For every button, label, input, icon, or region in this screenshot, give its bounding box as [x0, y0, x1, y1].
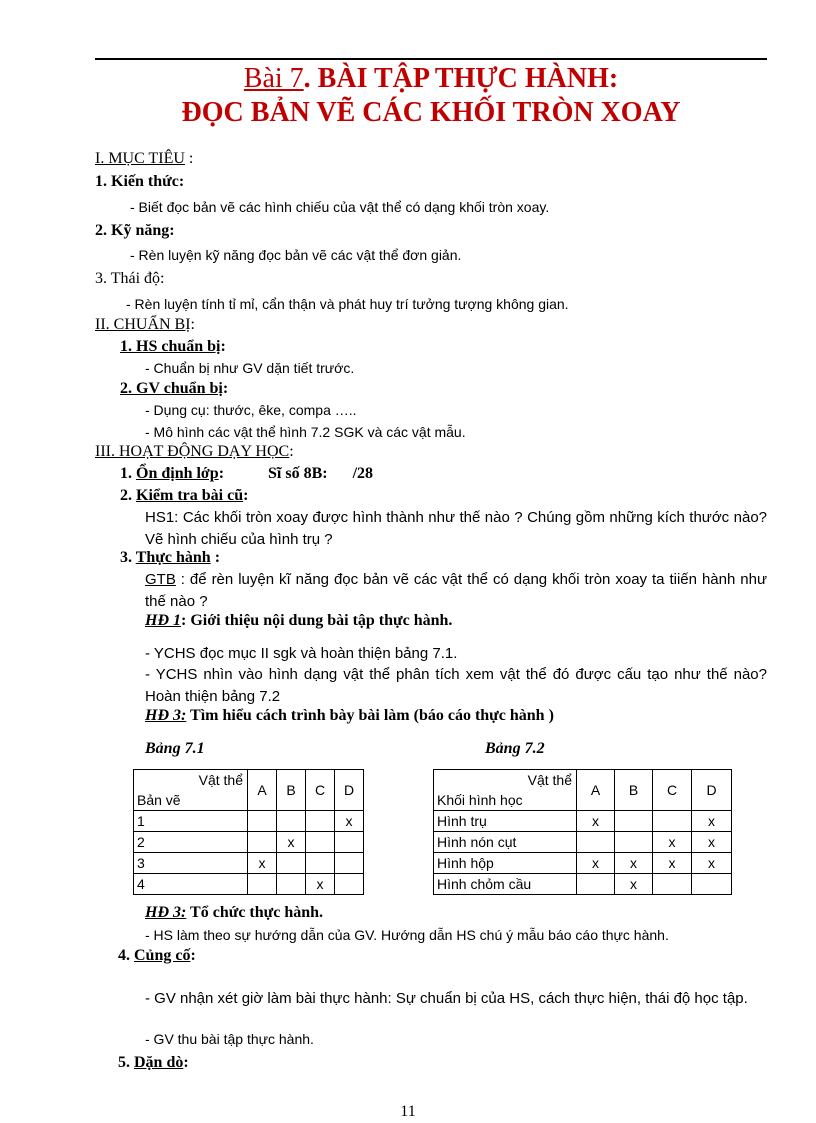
lesson-number: Bài 7: [243, 63, 304, 94]
table-7-2: [433, 769, 732, 895]
table-col-header: D: [692, 770, 732, 811]
table-col-header: D: [335, 770, 364, 811]
table-cell: [248, 874, 277, 895]
table-col-header: A: [577, 770, 615, 811]
table-cell: [653, 874, 692, 895]
table-cell: x: [653, 832, 692, 853]
consolidate-item-2: - GV thu bài tập thực hành.: [145, 1031, 314, 1047]
table-cell: [577, 832, 615, 853]
table-cell: [335, 832, 364, 853]
hd3-organize-heading: HĐ 3: Tổ chức thực hành.: [145, 904, 324, 921]
hs-prep-label: 1. HS chuẩn bị:: [120, 338, 226, 355]
gtb-paragraph: GTB : để rèn luyện kĩ năng đọc bản vẽ các vật thể có dạng khối tròn xoay ta tiiến hành như thế nào ?: [145, 571, 767, 610]
lesson-title-line2: ĐỌC BẢN VẼ CÁC KHỐI TRÒN XOAY: [181, 97, 681, 128]
row-label: 4: [134, 874, 248, 895]
stabilize-line: 1. Ổn định lớp:: [120, 465, 225, 482]
row-label: Hình hộp: [434, 853, 577, 874]
knowledge-label: 1. Kiến thức:: [95, 173, 185, 190]
table-cell: [653, 811, 692, 832]
table-row: [434, 811, 732, 832]
table-cell: [615, 832, 653, 853]
hd1-heading: HĐ 1: Giới thiệu nội dung bài tập thực hành.: [145, 612, 453, 629]
table-cell: [577, 874, 615, 895]
section-3-heading: III. HOẠT ĐỘNG DẠY HỌC:: [95, 443, 294, 460]
section-2-heading: II. CHUẨN BỊ:: [95, 316, 195, 333]
table-header-diagonal: Vật thể Bản vẽ: [134, 770, 248, 811]
table-cell: [248, 811, 277, 832]
yc-item-2: - YCHS nhìn vào hình dạng vật thể phân tích xem vật thể đó được cấu tạo như thế nào? Hoàn thiện bảng 7.2: [145, 666, 767, 705]
table-cell: [335, 874, 364, 895]
row-label: 2: [134, 832, 248, 853]
table-cell: x: [653, 853, 692, 874]
table-cell: x: [577, 853, 615, 874]
top-rule: [95, 58, 767, 60]
practice-label: 3. Thực hành :: [120, 549, 221, 566]
section-1-heading: I. MỤC TIÊU :: [95, 150, 194, 167]
consolidate-item-1: - GV nhận xét giờ làm bài thực hành: Sự chuẩn bị của HS, cách thực hiện, thái độ học tập.: [145, 990, 748, 1007]
table-cell: x: [615, 874, 653, 895]
table-cell: x: [692, 832, 732, 853]
table-cell: x: [577, 811, 615, 832]
table-cell: x: [248, 853, 277, 874]
knowledge-text: - Biết đọc bản vẽ các hình chiếu của vật thể có dạng khối tròn xoay.: [130, 199, 550, 215]
review-question: HS1: Các khối tròn xoay được hình thành như thế nào ? Chúng gồm những kích thước nào? Vẽ hình chiếu của hình trụ ?: [145, 509, 767, 548]
hs-prep-text: - Chuẩn bị như GV dặn tiết trước.: [145, 360, 355, 376]
table-cell: x: [692, 853, 732, 874]
table-row: [434, 874, 732, 895]
table-col-header: B: [615, 770, 653, 811]
table-row: [134, 832, 364, 853]
table-row: [134, 853, 364, 874]
table-cell: [306, 832, 335, 853]
table-cell: [615, 811, 653, 832]
table-7-1-caption: Bảng 7.1: [145, 740, 205, 757]
homework-label: 5. Dặn dò:: [118, 1054, 189, 1071]
review-label: 2. Kiểm tra bài cũ:: [120, 487, 249, 504]
table-col-header: A: [248, 770, 277, 811]
table-cell: [277, 811, 306, 832]
table-cell: [306, 811, 335, 832]
table-col-header: B: [277, 770, 306, 811]
row-label: 1: [134, 811, 248, 832]
gv-prep-item: - Dụng cụ: thước, êke, compa …..: [145, 402, 357, 418]
row-label: Hình chỏm cầu: [434, 874, 577, 895]
table-row: [434, 853, 732, 874]
table-row: [134, 874, 364, 895]
class-size: Sĩ số 8B: /28: [268, 465, 374, 482]
table-col-header: C: [306, 770, 335, 811]
hd3-organize-item: - HS làm theo sự hướng dẫn của GV. Hướng dẫn HS chú ý mẫu báo cáo thực hành.: [145, 927, 669, 943]
table-cell: [277, 874, 306, 895]
table-cell: [248, 832, 277, 853]
attitude-text: - Rèn luyện tính tỉ mỉ, cẩn thận và phát huy trí tưởng tượng không gian.: [126, 296, 569, 312]
table-cell: [335, 853, 364, 874]
table-cell: [277, 853, 306, 874]
table-7-1: [133, 769, 364, 895]
table-col-header: C: [653, 770, 692, 811]
table-cell: x: [306, 874, 335, 895]
yc-item-1: - YCHS đọc mục II sgk và hoàn thiện bảng 7.1.: [145, 645, 458, 662]
gv-prep-label: 2. GV chuẩn bị:: [120, 380, 229, 397]
table-cell: x: [277, 832, 306, 853]
page-number: 11: [400, 1103, 416, 1120]
row-label: Hình nón cụt: [434, 832, 577, 853]
table-7-2-caption: Bảng 7.2: [485, 740, 545, 757]
attitude-label: 3. Thái độ:: [95, 270, 165, 287]
skills-label: 2. Kỹ năng:: [95, 222, 175, 239]
table-row: [134, 811, 364, 832]
skills-text: - Rèn luyện kỹ năng đọc bản vẽ các vật thể đơn giản.: [130, 247, 462, 263]
table-row: [434, 832, 732, 853]
gv-prep-item: - Mô hình các vật thể hình 7.2 SGK và các vật mẫu.: [145, 424, 466, 440]
table-cell: x: [615, 853, 653, 874]
table-cell: [306, 853, 335, 874]
table-header-diagonal: Vật thể Khối hình học: [434, 770, 577, 811]
table-cell: [692, 874, 732, 895]
table-cell: x: [692, 811, 732, 832]
row-label: 3: [134, 853, 248, 874]
table-cell: x: [335, 811, 364, 832]
hd3-heading: HĐ 3: Tìm hiểu cách trình bày bài làm (báo cáo thực hành ): [145, 707, 554, 724]
lesson-title-text: . BÀI TẬP THỰC HÀNH:: [303, 63, 619, 94]
consolidate-label: 4. Củng cố:: [118, 947, 196, 964]
lesson-title-line1: [95, 62, 767, 96]
row-label: Hình trụ: [434, 811, 577, 832]
